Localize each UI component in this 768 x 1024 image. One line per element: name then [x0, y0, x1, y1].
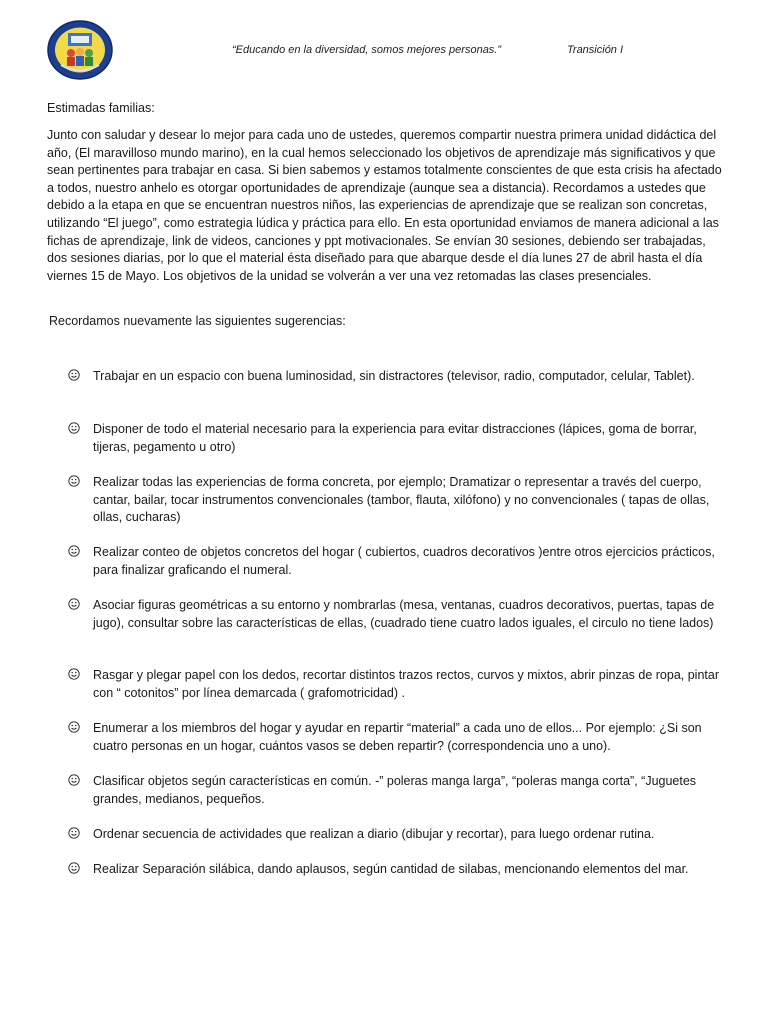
- suggestion-text: Asociar figuras geométricas a su entorno y nombrarlas (mesa, ventanas, cuadros decorativos, puertas, tapas de jugo), consultar sobre las características de ellas, (cuadrado tiene cuatro lados iguales, el circulo no tiene lados): [93, 598, 715, 630]
- list-item: [68, 773, 724, 808]
- smiley-icon: [68, 422, 80, 434]
- intro-paragraph: Junto con saludar y desear lo mejor para cada uno de ustedes, queremos compartir nuestra primera unidad didáctica del año, (El maravilloso mundo marino), en la cual hemos seleccionado los objetivos de aprendizaje más significativos y que sean pertinentes para trabajar en casa. Si bien sabemos y estamos totalmente conscientes de que esta crisis ha afectado a todos, nuestro anhelo es otorgar oportunidades de aprendizaje (aunque sea a distancia). Recordamos a ustedes que debido a la etapa en que se encuentran nuestros niños, las experiencias de aprendizaje que se realizan son concretas, utilizando “El juego”, como estrategia lúdica y práctica para ello. En esta oportunidad enviamos de manera adicional a las fichas de aprendizaje, link de videos, canciones y ppt motivacionales. Se envían 30 sesiones, debiendo ser trabajadas, dos sesiones diarias, por lo que el material ésta diseñado para que abarque desde el día lunes 27 de abril hasta el día viernes 15 de Mayo. Los objetivos de la unidad se volverán a ver una vez retomadas las clases presenciales.: [47, 128, 722, 283]
- smiley-icon: [68, 369, 80, 381]
- list-item: [68, 544, 724, 579]
- list-item: [68, 861, 724, 879]
- list-item: [68, 720, 724, 755]
- smiley-icon: [68, 827, 80, 839]
- list-item: [68, 826, 724, 844]
- school-crest-logo: [47, 20, 113, 80]
- list-item: [68, 474, 724, 527]
- smiley-icon: [68, 721, 80, 733]
- reminder-heading: Recordamos nuevamente las siguientes sugerencias:: [49, 314, 346, 328]
- greeting: Estimadas familias:: [47, 101, 155, 115]
- suggestion-text: Trabajar en un espacio con buena luminosidad, sin distractores (televisor, radio, computador, celular, Tablet).: [93, 369, 695, 383]
- page-header: [0, 0, 768, 90]
- school-motto: “Educando en la diversidad, somos mejores personas.”: [232, 44, 502, 56]
- list-item: [68, 597, 724, 632]
- suggestion-text: Realizar todas las experiencias de forma concreta, por ejemplo; Dramatizar o representar a través del cuerpo, cantar, bailar, tocar instrumentos convencionales (tambor, flauta, xilófono) y no convencionales ( tapas de ollas, ollas, cucharas): [93, 475, 710, 525]
- suggestion-text: Realizar conteo de objetos concretos del hogar ( cubiertos, cuadros decorativos )entre otros ejercicios prácticos, para finalizar graficando el numeral.: [93, 545, 715, 577]
- list-item: [68, 667, 724, 702]
- smiley-icon: [68, 862, 80, 874]
- smiley-icon: [68, 774, 80, 786]
- list-item: [68, 421, 724, 456]
- smiley-icon: [68, 475, 80, 487]
- suggestion-text: Enumerar a los miembros del hogar y ayudar en repartir “material” a cada uno de ellos... Por ejemplo: ¿Si son cuatro personas en un hogar, cuántos vasos se deben repartir? (correspondencia uno a uno).: [93, 721, 702, 753]
- smiley-icon: [68, 598, 80, 610]
- smiley-icon: [68, 668, 80, 680]
- suggestion-text: Realizar Separación silábica, dando aplausos, según cantidad de silabas, mencionando elementos del mar.: [93, 862, 689, 876]
- suggestion-text: Ordenar secuencia de actividades que realizan a diario (dibujar y recortar), para luego ordenar rutina.: [93, 827, 655, 841]
- list-item: [68, 368, 724, 386]
- course-level: Transición I: [567, 44, 624, 56]
- suggestion-text: Clasificar objetos según características en común. -” poleras manga larga”, “poleras manga corta”, “Juguetes grandes, medianos, pequeños.: [93, 774, 697, 806]
- suggestion-text: Disponer de todo el material necesario para la experiencia para evitar distracciones (lápices, goma de borrar, tijeras, pegamento u otro): [93, 422, 697, 454]
- suggestion-text: Rasgar y plegar papel con los dedos, recortar distintos trazos rectos, curvos y mixtos, abrir pinzas de ropa, pintar con “ cotonitos” por línea demarcada ( grafomotricidad) .: [93, 668, 719, 700]
- smiley-icon: [68, 545, 80, 557]
